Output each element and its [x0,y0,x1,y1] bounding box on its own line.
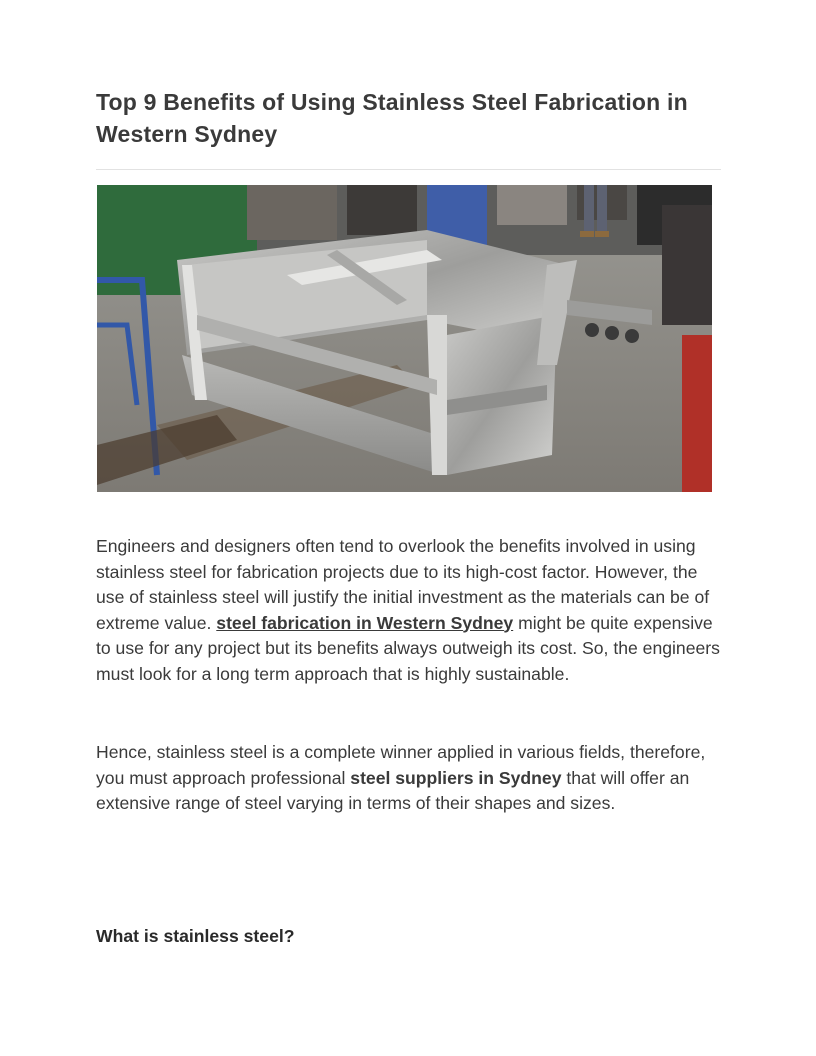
page-title: Top 9 Benefits of Using Stainless Steel Fabrication in Western Sydney [96,89,688,147]
second-text-before-bold: Hence, stainless steel is a complete winner applied in various fields, therefore, you must approach professional [96,742,706,788]
second-text-after-bold: that will offer an extensive range of steel varying in terms of their shapes and sizes. [96,767,690,813]
title-divider [96,169,721,170]
stainless-steel-frame-photo [97,185,712,492]
section-heading: What is stainless steel? [96,926,295,946]
steel-suppliers-bold-text: steel suppliers in Sydney [350,767,562,788]
intro-text-after-link: might be quite expensive to use for any project but its benefits always outweigh its cost. So, the engineers must look for a long term approach that is highly sustainable. [96,612,720,684]
intro-paragraph [96,534,726,687]
intro-text-before-link: Engineers and designers often tend to overlook the benefits involved in using stainless steel for fabrication projects due to its high-cost factor. However, the use of stainless steel will justify the initial investment as the materials can be of extreme value. [96,536,710,633]
steel-fabrication-link[interactable]: steel fabrication in Western Sydney [216,612,514,633]
second-paragraph [96,740,726,817]
